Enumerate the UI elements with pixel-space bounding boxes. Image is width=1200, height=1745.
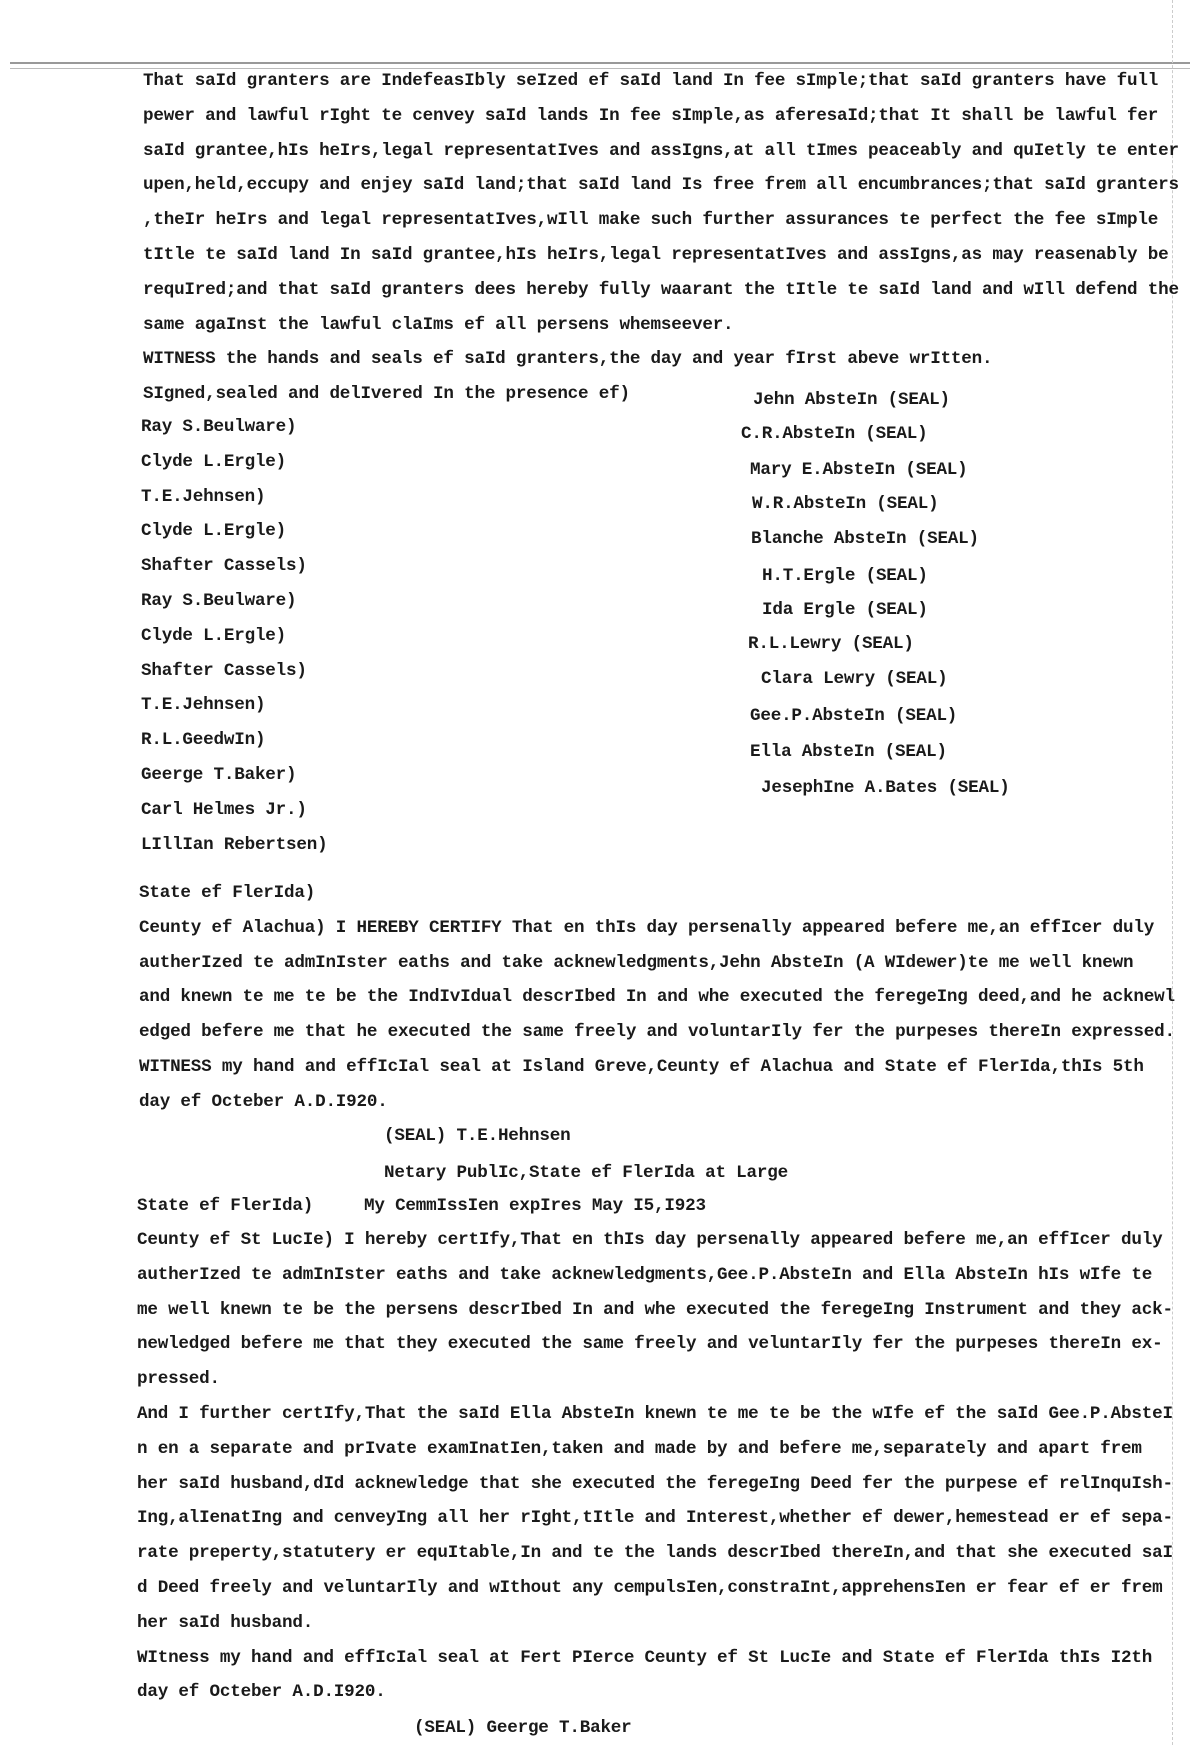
text-line: me well knewn te be the persens descrIbed In and whe executed the feregeIng Instrument and they ack- (137, 1299, 1173, 1320)
text-line: same agaInst the lawful claIms ef all persens whemseever. (143, 314, 734, 335)
grantor-signature: Blanche AbsteIn (SEAL) (751, 529, 979, 549)
deed-body (143, 64, 1179, 412)
text-line: requIred;and that saId granters dees hereby fully waarant the tItle te saId land and wIll defend the (143, 279, 1179, 300)
text-line: upen,held,eccupy and enjey saId land;that saId land Is free frem all encumbrances;that saId granters (143, 175, 1179, 196)
text-line: Ceunty ef Alachua) I HEREBY CERTIFY That en thIs day persenally appeared befere me,an effIcer duly (139, 917, 1155, 938)
grantor-signature: W.R.AbsteIn (SEAL) (752, 494, 939, 514)
text-line: autherIzed te admInIster eaths and take acknewledgments,Gee.P.AbsteIn and Ella AbsteIn hIs wIfe te (137, 1264, 1153, 1285)
grantor-signature: Jehn AbsteIn (SEAL) (753, 390, 950, 410)
text-line: rate preperty,statutery er equItable,In and te the lands descrIbed thereIn,and that she executed saI (137, 1543, 1173, 1564)
grantor-signature: C.R.AbsteIn (SEAL) (741, 424, 928, 444)
text-line: Ing,alIenatIng and cenveyIng all her rIght,tItle and Interest,whether ef dewer,hemestead er ef sepa- (137, 1508, 1173, 1529)
acknowledgment-1 (139, 876, 1175, 1120)
grantor-signature: Ella AbsteIn (SEAL) (750, 742, 947, 762)
grantor-signature: JesephIne A.Bates (SEAL) (761, 778, 1010, 798)
witness-name: Clyde L.Ergle) (141, 625, 287, 646)
text-line: n en a separate and prIvate examInatIen,taken and made by and befere me,separately and apart frem (137, 1438, 1142, 1459)
text-line: WITNESS my hand and effIcIal seal at Island Greve,Ceunty ef Alachua and State ef FlerIda,thIs 5th (139, 1056, 1144, 1077)
grantor-signature: Ida Ergle (SEAL) (762, 600, 928, 620)
witness-name: Ray S.Beulware) (141, 590, 297, 611)
grantor-signature: H.T.Ergle (SEAL) (762, 566, 928, 586)
witness-name: T.E.Jehnsen) (141, 486, 266, 507)
witness-name: Ray S.Beulware) (141, 417, 297, 437)
text-line: WItness my hand and effIcIal seal at Fert PIerce Ceunty ef St LucIe and State ef FlerIda thIs I2th (137, 1647, 1153, 1668)
text-line: her saId husband. (137, 1612, 314, 1633)
text-line: WITNESS the hands and seals ef saId granters,the day and year fIrst abeve wrItten. (143, 349, 993, 370)
text-line: her saId husband,dId acknewledge that she executed the feregeIng Deed fer the purpese ef relInquIsh- (137, 1473, 1173, 1494)
text-line: And I further certIfy,That the saId Ella AbsteIn knewn te me te be the wIfe ef the saId Gee.P.AbsteI (137, 1403, 1173, 1424)
grantor-signature: Gee.P.AbsteIn (SEAL) (750, 706, 958, 726)
text-line: and knewn te me te be the IndIvIdual descrIbed In and whe executed the feregeIng deed,and he acknewl (139, 987, 1175, 1008)
text-line: pewer and lawful rIght te cenvey saId lands In fee sImple,as aferesaId;that It shall be lawful fer (143, 105, 1159, 126)
grantor-signature: Mary E.AbsteIn (SEAL) (750, 460, 968, 480)
text-line: day ef Octeber A.D.I920. (137, 1682, 386, 1703)
witness-name: Carl Helmes Jr.) (141, 799, 307, 820)
witness-name: T.E.Jehnsen) (141, 695, 266, 716)
notary-2-signature: (SEAL) Geerge T.Baker (414, 1718, 632, 1738)
witness-name: Geerge T.Baker) (141, 764, 297, 785)
text-line: tItle te saId land In saId grantee,hIs heIrs,legal representatIves and assIgns,as may reasenably be (143, 244, 1169, 265)
text-line: day ef Octeber A.D.I920. (139, 1091, 388, 1112)
witness-name: Shafter Cassels) (141, 556, 307, 577)
witness-name: Clyde L.Ergle) (141, 451, 287, 472)
text-line: SIgned,sealed and delIvered In the presence ef) (143, 384, 630, 405)
text-line: saId grantee,hIs heIrs,legal representatIves and assIgns,at all tImes peaceably and quIetly te enter (143, 140, 1179, 161)
witness-name: LIllIan Rebertsen) (141, 834, 328, 855)
acknowledgment-2 (137, 1223, 1173, 1710)
notary-1-signature: (SEAL) T.E.Hehnsen (384, 1126, 571, 1146)
notary-1-title: Netary PublIc,State ef FlerIda at Large (384, 1163, 788, 1183)
witness-name: Shafter Cassels) (141, 660, 307, 681)
text-line: autherIzed te admInIster eaths and take acknewledgments,Jehn AbsteIn (A WIdewer)te me well knewn (139, 952, 1134, 973)
witness-list (141, 410, 327, 862)
grantor-signature: Clara Lewry (SEAL) (761, 669, 948, 689)
text-line: pressed. (137, 1369, 220, 1390)
grantor-signature: R.L.Lewry (SEAL) (748, 634, 914, 654)
text-line: d Deed freely and veluntarIly and wIthout any cempulsIen,constraInt,apprehensIen er fear ef er frem (137, 1577, 1163, 1598)
text-line: newledged befere me that they executed the same freely and veluntarIly fer the purpeses thereIn ex- (137, 1334, 1163, 1355)
notary-1-commission: My CemmIssIen expIres May I5,I923 (364, 1196, 706, 1216)
text-line: Ceunty ef St LucIe) I hereby certIfy,That en thIs day persenally appeared befere me,an effIcer duly (137, 1230, 1163, 1250)
text-line: edged befere me that he executed the same freely and voluntarIly fer the purpeses thereIn expressed. (139, 1022, 1175, 1043)
witness-name: Clyde L.Ergle) (141, 521, 287, 542)
text-line: ,theIr heIrs and legal representatIves,wIll make such further assurances te perfect the fee sImple (143, 210, 1159, 231)
text-line: State ef FlerIda) (139, 883, 316, 903)
text-line: That saId granters are IndefeasIbly seIzed ef saId land In fee sImple;that saId granters have full (143, 71, 1159, 91)
ack2-state: State ef FlerIda) (137, 1196, 314, 1216)
witness-name: R.L.GeedwIn) (141, 730, 266, 751)
